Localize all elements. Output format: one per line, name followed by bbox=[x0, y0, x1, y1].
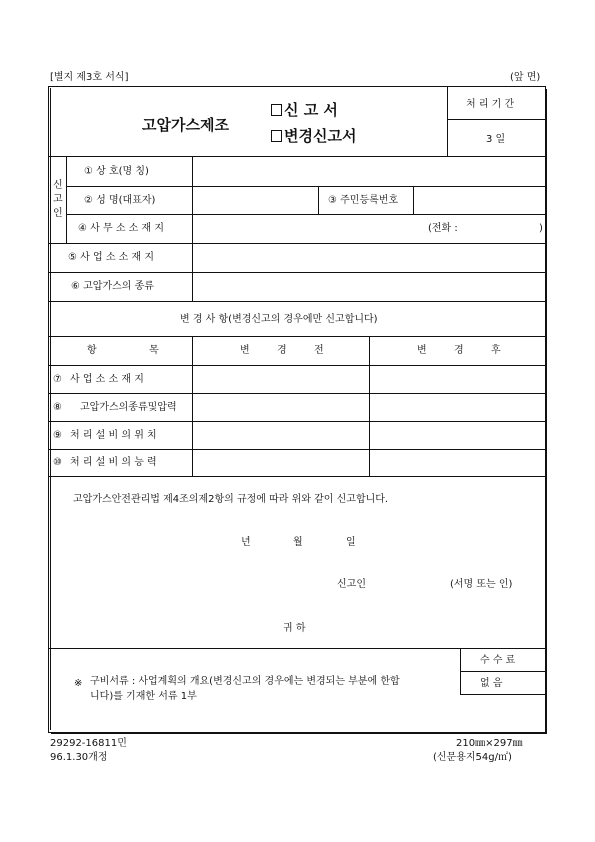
row-label: 처 리 설 비 의 능 력 bbox=[70, 457, 157, 468]
revision-date: 96.1.30개정 bbox=[50, 752, 108, 763]
fee-value: 없 음 bbox=[480, 678, 503, 689]
col-item-header: 항 bbox=[87, 345, 97, 356]
gas-type-field[interactable] bbox=[194, 273, 544, 300]
resident-number-field[interactable] bbox=[415, 187, 544, 213]
row-number: ⑩ bbox=[53, 457, 62, 468]
note-mark: ※ bbox=[74, 678, 83, 689]
row-number: ⑨ bbox=[53, 430, 62, 441]
before-field[interactable] bbox=[194, 450, 368, 475]
processing-period-label: 처 리 기 간 bbox=[466, 99, 515, 110]
reporter-label: 신고인 bbox=[337, 579, 366, 590]
report-option[interactable]: 신 고 서 bbox=[271, 101, 338, 119]
changes-heading: 변 경 사 항(변경신고의 경우에만 신고합니다) bbox=[180, 314, 378, 325]
col-before-header: 변 bbox=[240, 345, 250, 356]
col-after-header: 변 bbox=[417, 345, 427, 356]
date-year-label: 년 bbox=[241, 537, 251, 548]
row-number: ⑦ bbox=[53, 374, 62, 385]
fee-label: 수 수 료 bbox=[480, 655, 516, 666]
before-field[interactable] bbox=[194, 422, 368, 448]
checkbox-icon[interactable] bbox=[271, 104, 282, 116]
row-label: 처 리 설 비 의 위 치 bbox=[70, 430, 157, 441]
row-label: 사 업 소 소 재 지 bbox=[70, 374, 144, 385]
date-month-label: 월 bbox=[293, 537, 303, 548]
processing-period-value: 3 일 bbox=[486, 134, 506, 145]
after-field[interactable] bbox=[371, 366, 544, 392]
trade-name-label: ① 상 호(명 칭) bbox=[84, 166, 149, 177]
resident-number-label: ③ 주민등록번호 bbox=[328, 195, 399, 206]
change-report-option[interactable]: 변경신고서 bbox=[271, 127, 356, 145]
required-documents-note: 구비서류 : 사업계획의 개요(변경신고의 경우에는 변경되는 부분에 한합 bbox=[90, 676, 400, 687]
before-field[interactable] bbox=[194, 394, 368, 420]
representative-field[interactable] bbox=[194, 187, 317, 213]
applicant-side-label: 신 bbox=[53, 180, 63, 191]
checkbox-icon[interactable] bbox=[271, 130, 282, 142]
date-day-label: 일 bbox=[346, 537, 356, 548]
page-side-label: (앞 면) bbox=[510, 72, 541, 83]
business-address-field[interactable] bbox=[194, 244, 544, 271]
after-field[interactable] bbox=[371, 422, 544, 448]
form-code: 29292-16811민 bbox=[50, 738, 127, 749]
row-number: ⑧ bbox=[53, 402, 62, 413]
after-field[interactable] bbox=[371, 450, 544, 475]
form-title: 고압가스제조 bbox=[142, 116, 229, 134]
signature-label: (서명 또는 인) bbox=[450, 579, 513, 590]
office-address-label: ④ 사 무 소 소 재 지 bbox=[78, 223, 164, 234]
before-field[interactable] bbox=[194, 366, 368, 392]
business-address-label: ⑤ 사 업 소 소 재 지 bbox=[68, 252, 154, 263]
after-field[interactable] bbox=[371, 394, 544, 420]
representative-label: ② 성 명(대표자) bbox=[84, 195, 156, 206]
form-page: [별지 제3호 서식] (앞 면) 고압가스제조 신 고 서 변경신고서 처 리 기 간 3 일 신 고 인 ① 상 호(명 칭) ② 성 명(대표자) ③ 주민등록번호 ④ 사 무 소 소 재 지 (전화 : ) ⑤ 사 업 소 소 재 지 ⑥ 고압가스의 종류 변 경 사 항(변경신고의 경우에만 신고합니다) 항 목 변 경 전 변 경 후 ⑦ 사 업 소 소 재 지 ⑧ 고압가스의종류및압력 ⑨ 처 리 설 비 의 위 치 ⑩ 처 리 설 비 의 능 력 고압가스안전관리법 제4조의제2항의 규정에 따라 위와 같이 신고합니다. 년 월 일 신고인 (서명 또는 인) 귀 하 ※ 구비서류 : 사업계획의 개요(변경신고의 경우에는 변경되는 부분에 한합 니다)를 기재한 서류 1부 수 수 료 없 음 29292-16811민 96.1.30개정 210㎜×297㎜ (신문용지54g/㎡) bbox=[0, 0, 595, 842]
declaration-statement: 고압가스안전관리법 제4조의제2항의 규정에 따라 위와 같이 신고합니다. bbox=[73, 494, 389, 505]
addressee: 귀 하 bbox=[283, 623, 306, 634]
paper-size: 210㎜×297㎜ bbox=[456, 738, 523, 749]
form-number: [별지 제3호 서식] bbox=[50, 72, 129, 83]
row-label: 고압가스의종류및압력 bbox=[80, 402, 177, 413]
phone-label: (전화 : bbox=[428, 223, 458, 234]
trade-name-field[interactable] bbox=[194, 158, 544, 185]
office-address-field[interactable] bbox=[194, 215, 544, 242]
paper-type: (신문용지54g/㎡) bbox=[433, 752, 512, 763]
gas-type-label: ⑥ 고압가스의 종류 bbox=[71, 281, 154, 292]
